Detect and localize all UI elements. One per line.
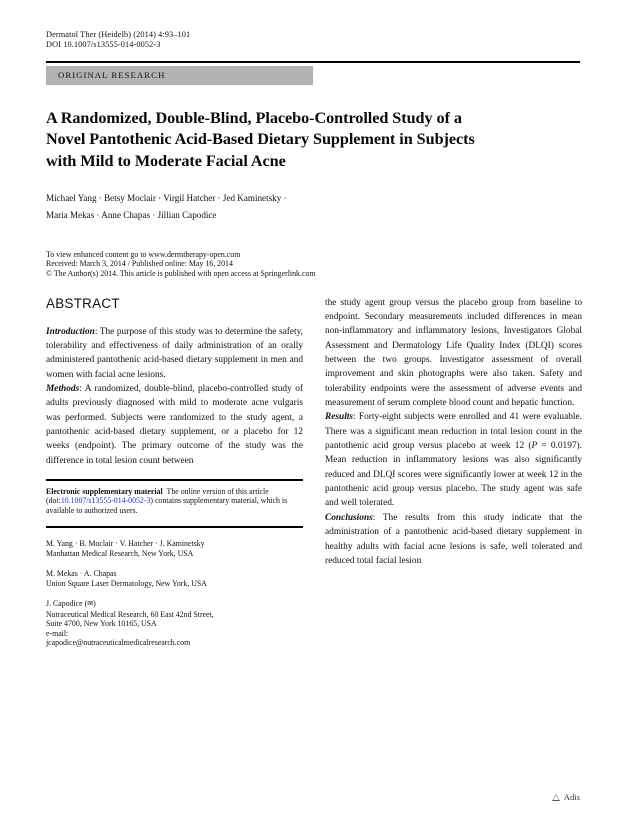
results-label: Results xyxy=(325,412,354,423)
abstract-methods xyxy=(46,382,303,468)
abstract-introduction xyxy=(46,325,303,382)
abstract-heading: ABSTRACT xyxy=(46,295,120,311)
conclusions-label: Conclusions xyxy=(325,512,373,523)
publication-meta xyxy=(46,250,580,279)
esm-label: Electronic supplementary material xyxy=(46,486,163,496)
affiliation-2-place: Union Square Laser Dermatology, New York, USA xyxy=(46,578,207,588)
journal-citation: Dermatol Ther (Heidelb) (2014) 4:93–101 xyxy=(46,30,191,39)
abstract-results xyxy=(325,410,582,510)
esm-doi-link[interactable]: 10.1007/s13555-014-0052-3 xyxy=(60,496,151,506)
methods-text: : A randomized, double-blind, placebo-controlled study of adults previously diagnosed with mild to moderate acne vulgaris was performed. Subjects were randomized to the study agent, a pantothenic acid-based dietary supplement, or a placebo for 12 weeks (endpoint). The primary outcome of the study was the difference in total lesion count between xyxy=(46,384,303,466)
corresponding-address-2: Suite 4700, New York 10165, USA xyxy=(46,619,157,629)
journal-doi: DOI 10.1007/s13555-014-0052-3 xyxy=(46,40,161,50)
author-line-1: Michael Yang · Betsy Moclair · Virgil Hatcher · Jed Kaminetsky · xyxy=(46,192,287,203)
journal-header xyxy=(46,30,580,51)
corresponding-address-1: Nutraceutical Medical Research, 60 East 42nd Street, xyxy=(46,609,214,619)
results-text-b: = 0.0197). Mean reduction in inflammatory lesions was also significantly reduced and DLQI scores were significantly lower at week 12 in the pantothenic acid group versus placebo. The study agent was safe and well tolerated. xyxy=(325,441,582,509)
abstract-methods-continued: the study agent group versus the placebo group from baseline to endpoint. Secondary measurements included differences in mean non-inflammatory and inflammatory lesions, Investigators Global Assessment and Dermatology Life Quality Index (DLQI) scores between the two groups. Investigator assessment of overall improvement and skin photographs were also taken. Safety and tolerability endpoints were the assessment of adverse events and measurement of serum complete blood count and hepatic function. xyxy=(325,297,582,409)
affiliation-1 xyxy=(46,539,303,558)
category-label: ORIGINAL RESEARCH xyxy=(58,70,166,81)
conclusions-text: : The results from this study indicate that the administration of a pantothenic acid-based dietary supplement in healthy adults with facial acne lesions is safe, well tolerated and reduced total facial lesion xyxy=(325,512,582,566)
triangle-icon xyxy=(552,794,560,801)
header-divider xyxy=(46,61,580,63)
corresponding-email[interactable]: jcapodice@nutraceuticalmedicalresearch.com xyxy=(46,638,191,648)
enhanced-content-line: To view enhanced content go to www.dermtherapy-open.com xyxy=(46,249,241,259)
affiliation-divider xyxy=(46,526,303,528)
page-title: A Randomized, Double-Blind, Placebo-Controlled Study of a Novel Pantothenic Acid-Based Dietary Supplement in Subjects with Mild to Moderate Facial Acne xyxy=(46,108,475,170)
methods-label: Methods xyxy=(46,384,80,395)
footnote-divider xyxy=(46,479,303,481)
introduction-text: : The purpose of this study was to determine the safety, tolerability and effectiveness of daily administration of an orally administered pantothenic acid-based dietary supplement in men and women with facial acne lesions. xyxy=(46,326,303,380)
affiliation-2-names: M. Mekas · A. Chapas xyxy=(46,569,117,579)
author-line-2: Maria Mekas · Anne Chapas · Jillian Capodice xyxy=(46,210,217,221)
author-list xyxy=(46,190,580,225)
category-band xyxy=(46,66,313,85)
electronic-supplementary-note xyxy=(46,487,303,516)
affiliation-2 xyxy=(46,569,303,588)
affiliation-1-place: Manhattan Medical Research, New York, USA xyxy=(46,548,194,558)
results-text-a: : Forty-eight subjects were enrolled and 41 were evaluable. There was a significant mean reduction in total lesion count in the pantothenic acid group versus placebo at week 12 ( xyxy=(325,412,582,452)
introduction-label: Introduction xyxy=(46,326,95,337)
column-left xyxy=(46,296,303,648)
envelope-icon: ✉ xyxy=(87,599,94,608)
abstract-columns xyxy=(46,296,580,648)
corresponding-author xyxy=(46,599,303,647)
column-right xyxy=(325,296,582,648)
copyright-line: © The Author(s) 2014. This article is published with open access at Springerlink.com xyxy=(46,268,316,278)
corresponding-name: J. Capodice xyxy=(46,599,83,609)
received-published-line: Received: March 3, 2014 / Published online: May 16, 2014 xyxy=(46,259,233,269)
abstract-conclusions xyxy=(325,511,582,568)
esm-text-after: ) contains supplementary material, which is available to authorized users. xyxy=(46,496,288,515)
affiliation-1-names: M. Yang · B. Moclair · V. Hatcher · J. Kaminetsky xyxy=(46,539,205,549)
corresponding-email-label: e-mail: xyxy=(46,628,69,638)
esm-text-before: The online version of this article (doi: xyxy=(46,486,269,506)
results-pvalue-symbol: P xyxy=(531,441,538,452)
corresponding-name-row: J. Capodice (✉) xyxy=(46,599,96,609)
publisher-name: Adis xyxy=(563,792,580,802)
publisher-footer xyxy=(552,792,580,802)
